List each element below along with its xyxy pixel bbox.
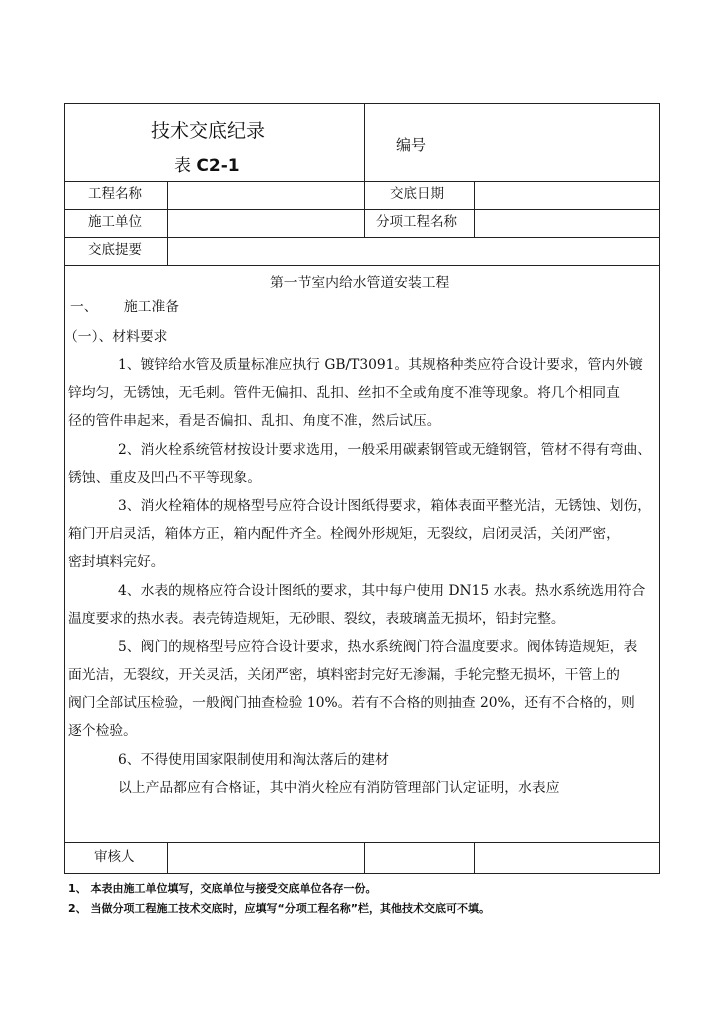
number-label: 编号 bbox=[396, 136, 427, 154]
construction-unit-label: 施工单位 bbox=[88, 214, 142, 230]
summary-label: 交底提要 bbox=[88, 242, 142, 258]
row-divider bbox=[64, 265, 660, 266]
paragraph-line: 密封填料完好。 bbox=[68, 554, 165, 570]
paragraph-line: 4、水表的规格应符合设计图纸的要求，其中每户使用 DN15 水表。热水系统选用符合 bbox=[118, 583, 646, 599]
reviewer-extra-field[interactable] bbox=[365, 843, 474, 873]
project-name-field[interactable] bbox=[168, 182, 364, 209]
table-code-value: C2-1 bbox=[196, 156, 240, 176]
section-title: 第一节室内给水管道安装工程 bbox=[270, 275, 450, 291]
project-name-label: 工程名称 bbox=[88, 186, 142, 202]
footnote-2: 2、 当做分项工程施工技术交底时，应填写“分项工程名称”栏，其他技术交底可不填。 bbox=[68, 902, 490, 915]
paragraph-line: 阀门全部试压检验，一般阀门抽查检验 10%。若有不合格的则抽查 20%，还有不合格的，则 bbox=[68, 695, 635, 711]
paragraph-line: 锌均匀，无锈蚀，无毛刺。管件无偏扣、乱扣、丝扣不全或角度不准等现象。将几个相同直 bbox=[68, 385, 620, 401]
table-bottom-border bbox=[64, 873, 660, 874]
summary-field[interactable] bbox=[168, 238, 659, 265]
paragraph-line: 2、消火栓系统管材按设计要求选用，一般采用碳素钢管或无缝钢管，管材不得有弯曲、 bbox=[118, 442, 652, 458]
table-code bbox=[174, 151, 240, 176]
handover-date-label: 交底日期 bbox=[390, 186, 444, 202]
paragraph-line: 箱门开启灵活，箱体方正，箱内配件齐全。栓阀外形规矩，无裂纹，启闭灵活，关闭严密， bbox=[68, 526, 620, 542]
paragraph-line: 3、消火栓箱体的规格型号应符合设计图纸得要求，箱体表面平整光洁，无锈蚀、划伤， bbox=[118, 498, 652, 514]
reviewer-label: 审核人 bbox=[94, 849, 135, 865]
paragraph-line: 5、阀门的规格型号应符合设计要求，热水系统阀门符合温度要求。阀体铸造规矩，表 bbox=[118, 639, 638, 655]
sub-project-name-label: 分项工程名称 bbox=[376, 214, 457, 230]
footnote-1: 1、 本表由施工单位填写，交底单位与接受交底单位各存一份。 bbox=[68, 882, 377, 895]
table-left-border bbox=[64, 103, 65, 874]
sub-project-name-field[interactable] bbox=[475, 210, 659, 237]
paragraph-line: 面光洁，无裂纹，开关灵活，关闭严密，填料密封完好无渗漏，手轮完整无损坏，干管上的 bbox=[68, 667, 620, 683]
reviewer-extra-field[interactable] bbox=[475, 843, 659, 873]
subheading-line: （一）、材料要求 bbox=[64, 329, 168, 345]
construction-unit-field[interactable] bbox=[168, 210, 364, 237]
paragraph-line: 锈蚀、重皮及凹凸不平等现象。 bbox=[68, 470, 262, 486]
heading-line: 一、 施工准备 bbox=[70, 299, 180, 315]
paragraph-line: 1、镀锌给水管及质量标准应执行 GB/T3091。其规格种类应符合设计要求，管内外镀 bbox=[118, 357, 643, 373]
reviewer-field[interactable] bbox=[168, 843, 364, 873]
table-right-border bbox=[659, 103, 660, 874]
handover-date-field[interactable] bbox=[475, 182, 659, 209]
paragraph-line: 以上产品都应有合格证，其中消火栓应有消防管理部门认定证明，水表应 bbox=[118, 780, 560, 796]
column-divider bbox=[364, 103, 365, 237]
form-title: 技术交底纪录 bbox=[151, 120, 266, 142]
paragraph-line: 6、不得使用国家限制使用和淘汰落后的建材 bbox=[118, 752, 389, 768]
number-field[interactable] bbox=[475, 104, 659, 181]
paragraph-line: 温度要求的热水表。表壳铸造规矩，无砂眼、裂纹，表玻璃盖无损坏，铅封完整。 bbox=[68, 611, 565, 627]
table-code-prefix: 表 bbox=[174, 156, 191, 176]
paragraph-line: 逐个检验。 bbox=[68, 723, 137, 739]
paragraph-line: 径的管件串起来，看是否偏扣、乱扣、角度不准，然后试压。 bbox=[68, 413, 441, 429]
